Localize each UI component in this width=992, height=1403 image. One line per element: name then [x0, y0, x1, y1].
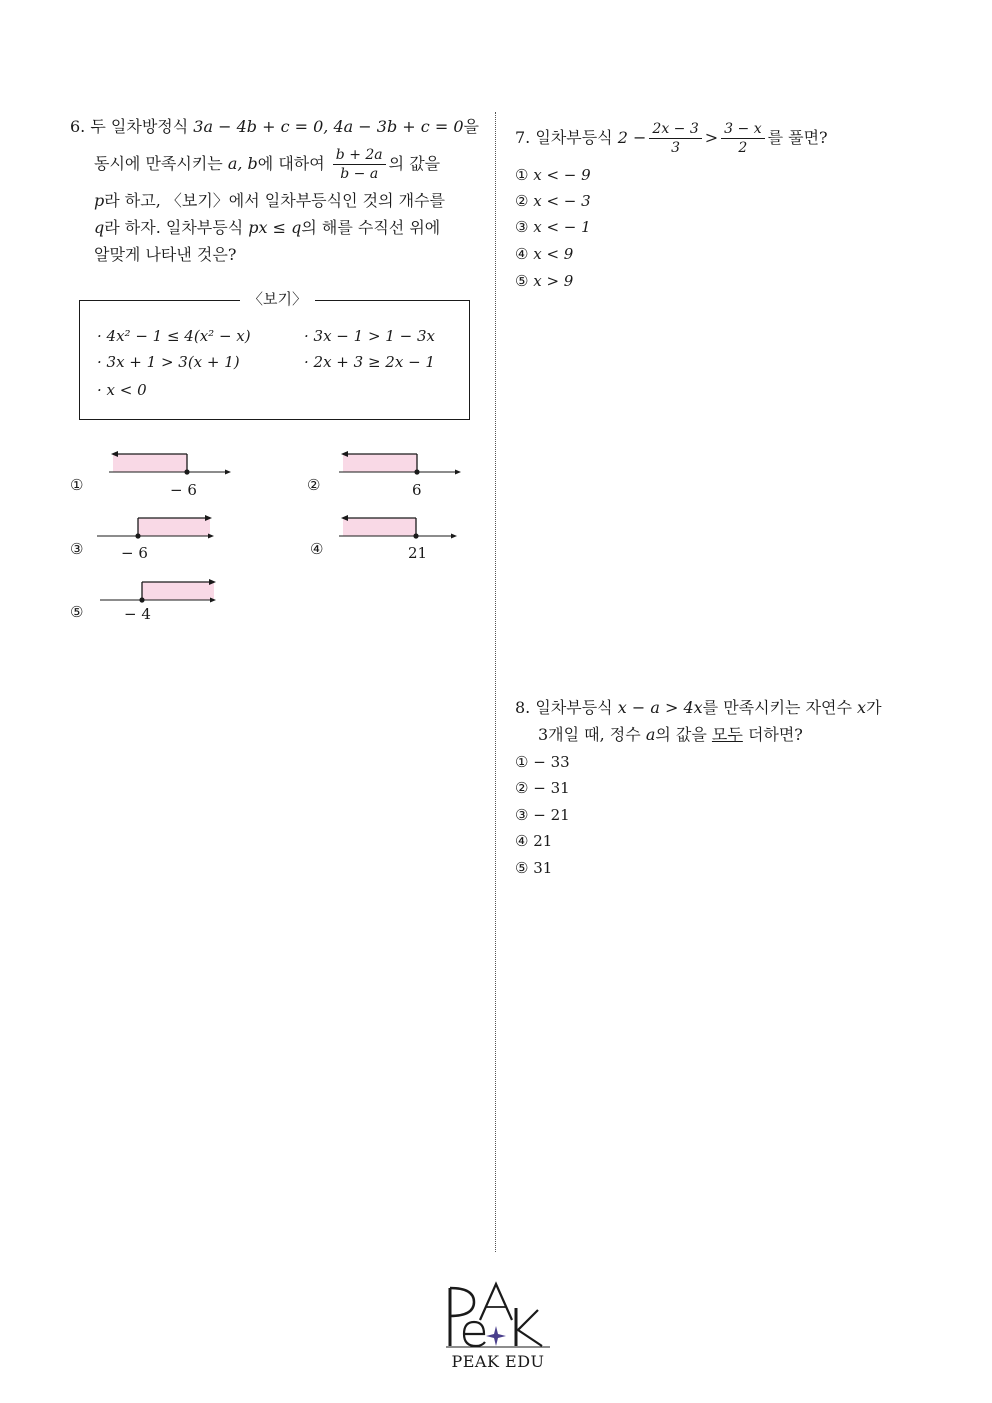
q7-choice-3[interactable]	[515, 217, 591, 237]
q7-choice-number: ②	[515, 192, 529, 210]
q6-line2-mid: 에 대하여	[257, 154, 325, 173]
q6-line2-suffix: 의 값을	[388, 154, 441, 173]
q8-choice-number: ⑤	[515, 859, 529, 877]
shaded-region	[142, 582, 214, 600]
q8-line-2	[538, 724, 803, 746]
axis-arrow-icon	[208, 534, 214, 539]
q8-line1-prefix: 일차부등식	[535, 698, 613, 717]
q8-choice-4[interactable]	[515, 831, 552, 851]
q8-choice-text: − 31	[533, 779, 570, 797]
q7-choice-text: x < − 9	[533, 166, 591, 184]
axis-arrow-icon	[455, 470, 461, 475]
q6-line-4	[94, 217, 440, 239]
q6-line-5	[94, 244, 236, 266]
q8-line1-suffix: 가	[866, 698, 882, 717]
q6-line3-text: 라 하고, 〈보기〉에서 일차부등식인 것의 개수를	[104, 191, 445, 210]
q6-line1-text: 두 일차방정식	[90, 117, 189, 136]
q6-line-1	[70, 116, 479, 138]
q6-number: 6.	[70, 117, 86, 136]
q6-eq2: 4a − 3b + c = 0	[333, 117, 464, 136]
q8-choice-1[interactable]	[515, 752, 570, 772]
q6-fraction	[333, 146, 386, 183]
q8-choice-text: 31	[533, 859, 553, 877]
q6-choice-4-number[interactable]: ④	[310, 540, 324, 558]
q8-line2-mid: 의 값을	[655, 725, 707, 744]
q6-choice-3-number[interactable]: ③	[70, 540, 84, 558]
q6-line2-vars: a, b	[227, 154, 258, 173]
axis-arrow-icon	[225, 470, 231, 475]
q6-line-2	[94, 146, 440, 183]
q8-choice-number: ②	[515, 779, 529, 797]
q8-choice-text: − 21	[533, 806, 570, 824]
q7-choice-text: x < 9	[533, 245, 574, 263]
q6-choice-1-label: − 6	[170, 481, 197, 499]
q6-choice-4-label: 21	[408, 544, 428, 562]
q7-choice-number: ④	[515, 245, 529, 263]
q8-line-1	[515, 697, 882, 719]
q8-choice-text: 21	[533, 832, 553, 850]
q7-frac2-numerator: 3 − x	[721, 120, 764, 139]
q7-choice-number: ③	[515, 218, 529, 236]
q8-line1-mid: 를 만족시키는 자연수	[702, 698, 852, 717]
q8-underlined-word: 모두	[711, 725, 743, 744]
q7-frac1-numerator: 2x − 3	[649, 120, 701, 139]
q8-choice-2[interactable]	[515, 778, 570, 798]
q7-choice-number: ①	[515, 166, 529, 184]
q8-line2-prefix: 3개일 때, 정수	[538, 725, 641, 744]
shaded-region	[343, 518, 416, 536]
bogi-item: · 2x + 3 ≥ 2x − 1	[304, 353, 435, 371]
closed-point	[184, 469, 189, 474]
q6-line-3	[94, 190, 445, 212]
q6-line4-suffix: 의 해를 수직선 위에	[301, 218, 441, 237]
q8-choice-3[interactable]	[515, 805, 570, 825]
closed-point	[413, 533, 418, 538]
q8-choice-5[interactable]	[515, 858, 552, 878]
q6-choice-4-numberline[interactable]	[335, 512, 465, 562]
q6-line1-suffix: 을	[463, 117, 479, 136]
q6-frac-denominator: b − a	[340, 166, 379, 182]
q7-operator: >	[704, 128, 719, 147]
q7-fraction-1	[649, 120, 701, 157]
q6-var-q: q	[94, 218, 105, 237]
column-divider	[495, 112, 496, 1252]
bogi-title: 〈보기〉	[240, 288, 315, 310]
q6-choice-1-number[interactable]: ①	[70, 476, 84, 494]
q8-choice-number: ①	[515, 753, 529, 771]
q7-frac1-denominator: 3	[671, 140, 681, 156]
shaded-region	[138, 518, 210, 536]
q7-choice-number: ⑤	[515, 272, 529, 290]
q6-choice-3-numberline[interactable]	[95, 512, 220, 562]
q7-fraction-2	[721, 120, 764, 157]
axis-arrow-icon	[451, 534, 457, 539]
q8-var-a: a	[645, 725, 656, 744]
q8-line2-suffix: 더하면?	[747, 725, 803, 744]
q7-choice-5[interactable]	[515, 271, 573, 291]
shaded-region	[113, 454, 187, 472]
bogi-item: · 4x² − 1 ≤ 4(x² − x)	[97, 327, 251, 345]
closed-point	[139, 597, 144, 602]
q6-choice-2-label: 6	[412, 481, 422, 499]
q7-choice-1[interactable]	[515, 165, 591, 185]
q8-choice-number: ④	[515, 832, 529, 850]
q7-choice-2[interactable]	[515, 191, 591, 211]
q8-number: 8.	[515, 698, 531, 717]
q6-line5-text: 알맞게 나타낸 것은?	[94, 245, 237, 264]
q6-choice-3-label: − 6	[121, 544, 148, 562]
q6-choice-5-number[interactable]: ⑤	[70, 603, 84, 621]
shaded-region	[343, 454, 417, 472]
bogi-item: · 3x + 1 > 3(x + 1)	[97, 353, 240, 371]
q6-choice-2-numberline[interactable]	[335, 448, 465, 498]
q7-choice-text: x < − 1	[533, 218, 591, 236]
q8-choice-number: ③	[515, 806, 529, 824]
q6-line4-text: 라 하자. 일차부등식	[104, 218, 244, 237]
q6-line2-prefix: 동시에 만족시키는	[94, 154, 223, 173]
q6-ineq: px ≤ q	[248, 218, 302, 237]
closed-point	[135, 533, 140, 538]
q7-suffix: 를 풀면?	[767, 128, 828, 147]
bogi-item: · x < 0	[97, 381, 147, 399]
q7-lhs-const: 2 −	[617, 128, 647, 147]
q7-choice-4[interactable]	[515, 244, 573, 264]
q6-var-p: p	[94, 191, 105, 210]
q7-choice-text: x < − 3	[533, 192, 591, 210]
q6-choice-5-numberline[interactable]	[98, 576, 223, 626]
q6-choice-5-label: − 4	[124, 605, 151, 623]
q6-choice-2-number[interactable]: ②	[307, 476, 321, 494]
q7-frac2-denominator: 2	[738, 140, 748, 156]
q7-prefix: 일차부등식	[535, 128, 613, 147]
bogi-item: · 3x − 1 > 1 − 3x	[304, 327, 435, 345]
q8-ineq: x − a > 4x	[617, 698, 703, 717]
q7-line	[515, 120, 828, 157]
q8-var-x: x	[857, 698, 867, 717]
q7-number: 7.	[515, 128, 531, 147]
q6-eq1: 3a − 4b + c = 0,	[193, 117, 329, 136]
q6-frac-numerator: b + 2a	[333, 146, 386, 165]
logo-text: PEAK EDU	[451, 1352, 545, 1371]
closed-point	[414, 469, 419, 474]
q8-choice-text: − 33	[533, 753, 570, 771]
q7-choice-text: x > 9	[533, 272, 574, 290]
